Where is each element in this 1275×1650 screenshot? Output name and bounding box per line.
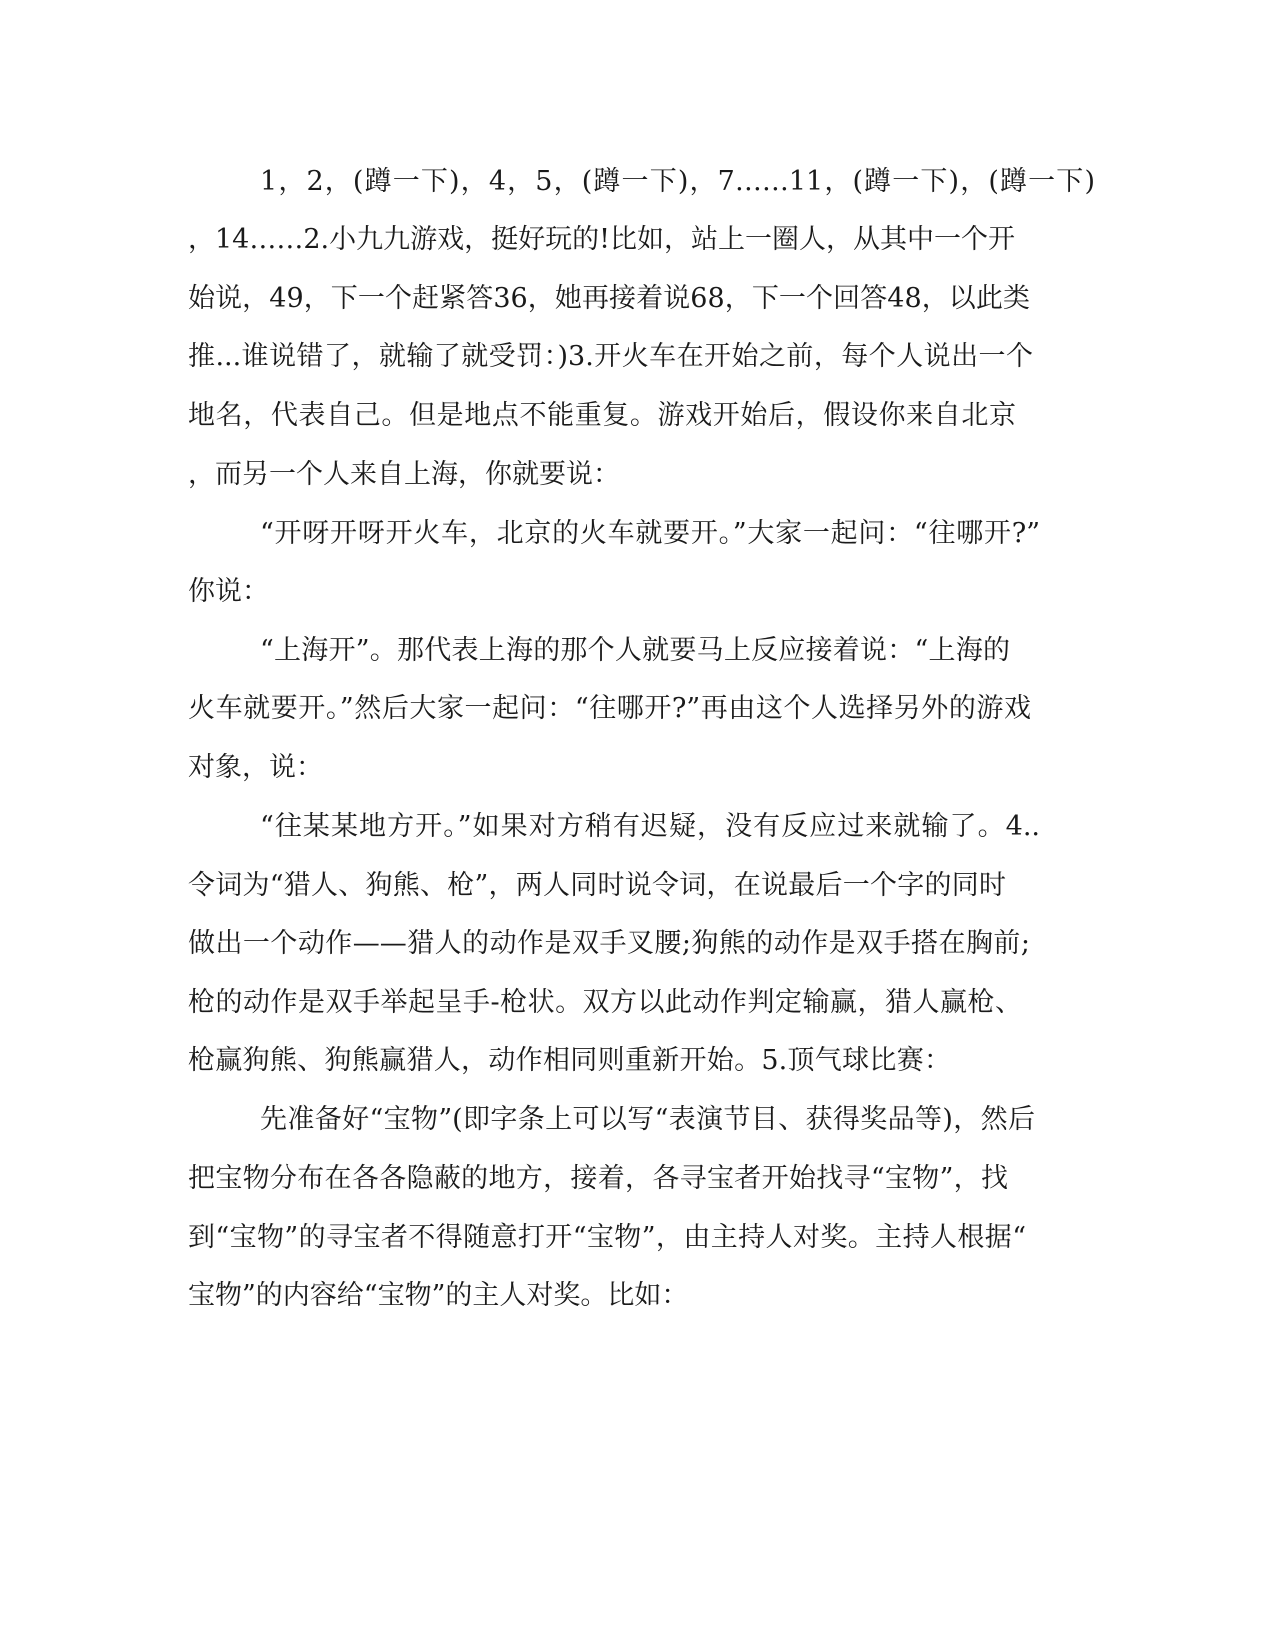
text-line-5: 地名，代表自己。但是地点不能重复。游戏开始后，假设你来自北京 — [188, 400, 1016, 431]
text-line-1: 1，2，(蹲一下)，4，5，(蹲一下)，7……11，(蹲一下)，(蹲一下) — [260, 166, 1095, 197]
text-line-16: 枪赢狗熊、狗熊赢猎人，动作相同则重新开始。5.顶气球比赛： — [188, 1045, 951, 1076]
text-line-18: 把宝物分布在各各隐蔽的地方，接着，各寻宝者开始找寻“宝物”，找 — [188, 1163, 1008, 1194]
text-line-7: “开呀开呀开火车，北京的火车就要开。”大家一起问：“往哪开?” — [260, 518, 1040, 549]
text-line-2: ，14……2.小九九游戏，挺好玩的!比如，站上一圈人，从其中一个开 — [188, 224, 1015, 255]
text-line-19: 到“宝物”的寻宝者不得随意打开“宝物”，由主持人对奖。主持人根据“ — [188, 1222, 1026, 1253]
text-line-9: “上海开”。那代表上海的那个人就要马上反应接着说：“上海的 — [260, 635, 1010, 666]
text-line-13: 令词为“猎人、狗熊、枪”，两人同时说令词，在说最后一个字的同时 — [188, 870, 1006, 901]
text-line-8: 你说： — [188, 576, 269, 607]
text-line-10: 火车就要开。”然后大家一起问：“往哪开?”再由这个人选择另外的游戏 — [188, 693, 1031, 724]
text-line-11: 对象，说： — [188, 752, 323, 783]
text-line-4: 推...谁说错了，就输了就受罚：)3.开火车在开始之前，每个人说出一个 — [188, 341, 1033, 372]
text-line-20: 宝物”的内容给“宝物”的主人对奖。比如： — [188, 1280, 689, 1311]
text-line-6: ，而另一个人来自上海，你就要说： — [188, 459, 620, 490]
text-line-15: 枪的动作是双手举起呈手-枪状。双方以此动作判定输赢，猎人赢枪、 — [188, 987, 1022, 1018]
text-line-17: 先准备好“宝物”(即字条上可以写“表演节目、获得奖品等)，然后 — [260, 1104, 1035, 1135]
text-line-12: “往某某地方开。”如果对方稍有迟疑，没有反应过来就输了。4.. — [260, 811, 1040, 842]
text-line-14: 做出一个动作——猎人的动作是双手叉腰;狗熊的动作是双手搭在胸前; — [188, 928, 1030, 959]
text-line-3: 始说，49，下一个赶紧答36，她再接着说68，下一个回答48，以此类 — [188, 283, 1030, 314]
